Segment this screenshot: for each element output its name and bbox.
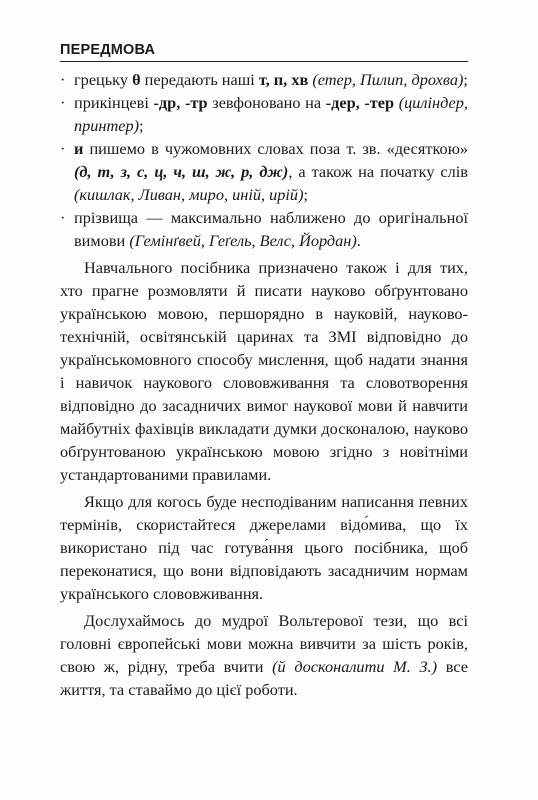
bullet-item — [60, 137, 468, 206]
bullet-text-run: ; — [139, 116, 144, 135]
bullet-text-run: прикінцеві — [74, 93, 154, 112]
bullet-text-run: грецьку — [74, 70, 133, 89]
bullet-item — [60, 68, 468, 91]
bullet-text-run: . — [356, 231, 361, 250]
bullet-text-run: и — [74, 139, 84, 158]
bullet-item — [60, 206, 468, 252]
bullet-text-run: , а також на початку слів — [288, 162, 468, 181]
paragraph-3-text-run: Дослухаймось до мудрої Вольтерової тези, що всі головні європейські мови можна вивчити за шість років, свою ж, рідну, треба вчити — [60, 611, 468, 676]
bullet-text-run: ; — [463, 70, 468, 89]
bullet-text-run: (етер, Пилип, дрохва) — [308, 70, 464, 89]
paragraph-3-text-run: все життя, та ставаймо до цієї роботи. — [60, 657, 468, 699]
paragraph-2: Якщо для когось буде несподіваним написання певних термінів, скористайтеся джерелами відо́мива, що їх використано під час готува́ння цього посібника, щоб переконатися, що вони відповідають засадничим нормам українського слововживання. — [60, 492, 468, 603]
paragraph-3-text-run: (й досконалити М. З.) — [272, 657, 438, 676]
bullet-marker: · — [60, 93, 66, 112]
bullet-text-run: ; — [303, 185, 309, 204]
bullet-text-run: передають наші — [140, 70, 259, 89]
bullet-marker: · — [60, 139, 66, 158]
bullet-text-run: (д, т, з, с, ц, ч, ш, ж, р, дж) — [74, 162, 289, 181]
bullet-item — [60, 91, 468, 137]
bullet-text-run: -дер, -тер — [325, 93, 395, 112]
bullet-text-run: прізвища — максимально наближено до оригінальної вимови — [74, 208, 468, 250]
bullet-text-run: (кишлак, Ливан, миро, иній, ирій) — [74, 185, 304, 204]
bullet-text-run: (Гемінґвей, Геґель, Велс, Йордан) — [129, 231, 357, 250]
bullet-text-run: пишемо в чужомовних словах поза т. зв. «десяткою» — [83, 139, 468, 158]
bullet-text-run: θ — [132, 70, 141, 89]
bullet-marker: · — [60, 70, 66, 89]
paragraph-1: Навчального посібника призначено також і для тих, хто прагне розмовляти й писати науково обґрунтовано українською мовою, першорядно в науковій, науково-технічній, освітянській царинах та ЗМІ відповідно до українськомовного способу мислення, щоб надати знання і навичок наукового слововживання та словотворення відповідно до засадничих вимог наукової мови й навчити майбутніх фахівців викладати думки досконалою, науково обґрунтованою українською мовою згідно з новітніми устандартованими правилами. — [60, 258, 468, 484]
bullet-text-run: (циліндер, принтер) — [74, 93, 468, 135]
bullet-text-run: -др, -тр — [153, 93, 208, 112]
bullet-text-run: т, п, хв — [258, 70, 309, 89]
bullet-text-run: зевфоновано на — [207, 93, 326, 112]
bullet-marker: · — [60, 208, 66, 227]
paragraph-3 — [60, 609, 468, 701]
running-head: ПЕРЕДМОВА — [60, 42, 468, 62]
bullet-list — [60, 68, 468, 252]
